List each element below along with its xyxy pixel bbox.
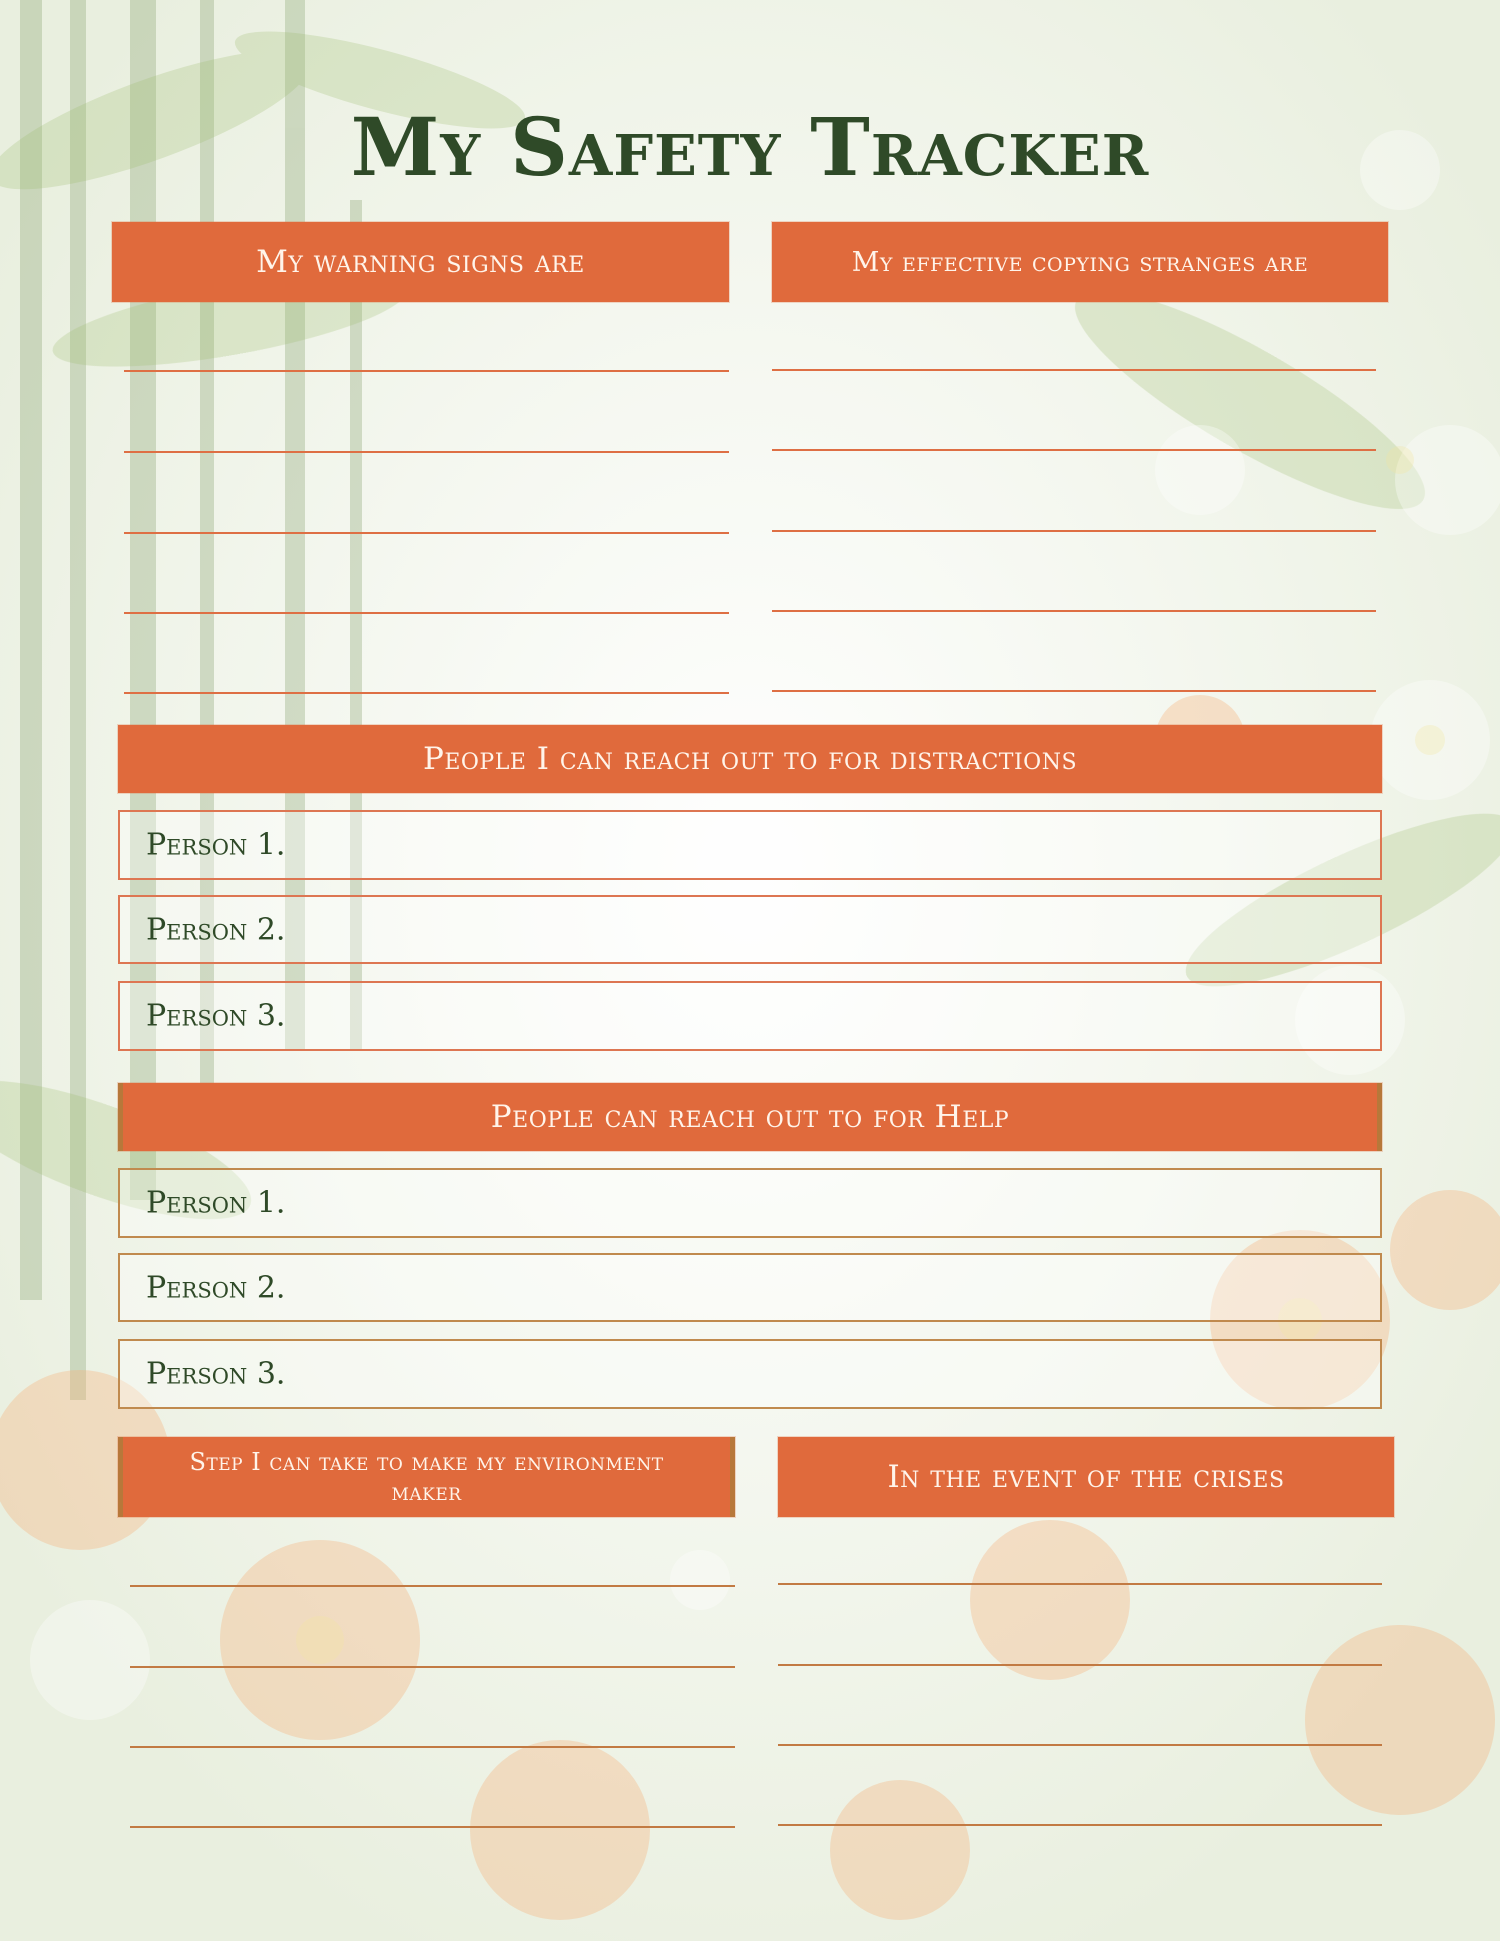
environment-line-1[interactable] [130,1585,735,1587]
coping-strategies-line-2[interactable] [772,449,1376,451]
person-label: Person 2. [146,912,286,947]
coping-strategies-line-1[interactable] [772,369,1376,371]
distraction-person-1-field[interactable] [118,810,1382,880]
page-title: My Safety Tracker [350,100,1150,194]
environment-header [118,1437,735,1517]
warning-signs-line-4[interactable] [124,612,729,614]
person-label: Person 3. [146,998,286,1034]
distraction-person-2-field[interactable] [118,895,1382,964]
distraction-person-3-field[interactable] [118,981,1382,1051]
warning-signs-heading: My warning signs are [256,244,585,280]
coping-strategies-line-4[interactable] [772,610,1376,612]
coping-strategies-header [772,222,1388,302]
crises-line-1[interactable] [778,1583,1382,1585]
environment-line-3[interactable] [130,1746,735,1748]
warning-signs-line-2[interactable] [124,451,729,453]
help-person-3-field[interactable] [118,1339,1382,1409]
distractions-header [118,725,1382,793]
help-person-2-field[interactable] [118,1253,1382,1322]
person-label: Person 2. [146,1270,286,1305]
header-edge [1377,1083,1382,1151]
crises-header [778,1437,1394,1517]
warning-signs-header [112,222,729,302]
header-edge [118,1437,123,1517]
environment-line-2[interactable] [130,1666,735,1668]
environment-line-4[interactable] [130,1826,735,1828]
help-header [118,1083,1382,1151]
header-edge [730,1437,735,1517]
person-label: Person 1. [146,827,286,863]
person-label: Person 1. [146,1185,286,1221]
help-heading: People can reach out to for Help [490,1099,1010,1135]
coping-strategies-line-5[interactable] [772,690,1376,692]
coping-strategies-heading: My effective copying stranges are [851,246,1309,278]
crises-heading: In the event of the crises [887,1459,1285,1495]
warning-signs-line-5[interactable] [124,692,729,694]
header-edge [118,1083,123,1151]
warning-signs-line-3[interactable] [124,532,729,534]
distractions-heading: People I can reach out to for distractions [422,741,1078,777]
coping-strategies-line-3[interactable] [772,530,1376,532]
crises-line-4[interactable] [778,1824,1382,1826]
help-person-1-field[interactable] [118,1168,1382,1238]
crises-line-3[interactable] [778,1744,1382,1746]
environment-heading: Step I can take to make my environment maker [189,1448,664,1506]
crises-line-2[interactable] [778,1664,1382,1666]
person-label: Person 3. [146,1356,286,1392]
warning-signs-line-1[interactable] [124,370,729,372]
